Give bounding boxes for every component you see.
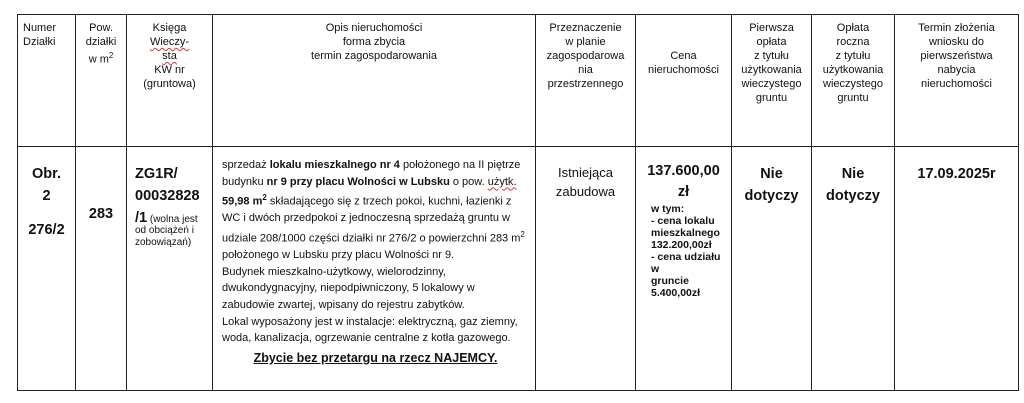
header-text: Przeznaczenie [549, 22, 622, 34]
price-currency: zł [677, 184, 690, 200]
header-text: Termin złożenia [918, 22, 995, 34]
desc-text: położonego w Lubsku przy placu Wolności nr 9. [222, 249, 455, 262]
price-breakdown-line: - cena lokalu [651, 215, 715, 227]
kw-number-part: 00032828 [135, 188, 200, 204]
deadline-date: 17.09.2025r [917, 166, 996, 182]
header-text: gruntu [755, 92, 788, 104]
desc-text: o pow. [449, 175, 488, 188]
cell-cena [636, 147, 732, 391]
price-breakdown-line: mieszkalnego [651, 227, 720, 239]
desc-bold: lokalu mieszkalnego nr 4 [269, 159, 400, 171]
obreb-number: 2 [42, 188, 51, 204]
header-text: Księga [152, 22, 187, 34]
header-text: Pow. [89, 22, 113, 34]
header-text: sta [162, 50, 177, 62]
obreb-label: Obr. [31, 166, 61, 182]
price-breakdown-line: gruncie [651, 275, 689, 287]
purpose-text: zabudowa [555, 184, 616, 199]
cell-powierzchnia [76, 147, 127, 391]
cell-opis [213, 147, 536, 391]
header-text: nabycia [937, 64, 976, 76]
header-text: w planie [565, 36, 606, 48]
cell-ksiega-wieczysta [127, 147, 213, 391]
fee-value: Nie [841, 166, 865, 182]
header-text: z tytułu [835, 50, 871, 62]
header-text: użytkowania [822, 64, 884, 76]
fee-value: dotyczy [826, 188, 880, 204]
cell-oplata-roczna [812, 147, 895, 391]
desc-bold: 59,98 m [222, 195, 263, 208]
header-text: Cena [670, 50, 697, 62]
header-row [18, 15, 1019, 147]
header-text: Pierwsza [749, 22, 794, 34]
header-text: (gruntowa) [143, 78, 196, 90]
parcel-number: 276/2 [28, 222, 65, 238]
header-text: roczna [836, 36, 870, 48]
header-text: KW nr [154, 64, 185, 76]
table-row [18, 147, 1019, 391]
kw-note: (wolna jest [147, 214, 198, 225]
header-text: nieruchomości [648, 64, 719, 76]
kw-note: od obciążeń i [135, 225, 194, 236]
header-text: Opis nieruchomości [325, 22, 423, 34]
kw-number-part: /1 [135, 210, 148, 226]
header-text: zagospodarowa [546, 50, 625, 62]
header-text: działki [85, 36, 117, 48]
desc-bold: nr 9 przy placu Wolności w Lubsku [266, 175, 450, 188]
header-text: wieczystego [823, 78, 883, 90]
header-numer-dzialki [18, 15, 76, 147]
header-przeznaczenie [536, 15, 636, 147]
header-text: opłata [756, 36, 787, 48]
header-text: z tytułu [754, 50, 789, 62]
header-text: wniosku do [928, 36, 985, 48]
desc-text: użytk. [487, 175, 517, 188]
desc-text: sprzedaż [222, 159, 270, 171]
sale-mode: Zbycie bez przetargu na rzecz NAJEMCY. [253, 350, 498, 365]
cell-numer-dzialki [18, 147, 76, 391]
desc-text: położonego na II piętrze budynku [222, 159, 521, 188]
header-text: Wieczy- [149, 36, 190, 48]
desc-text: składającego się z trzech pokoi, kuchni, łazienki z WC i dwóch przedpokoi z jednoczesną sprzedażą gruntu w udziale 208/1000 części działki nr 276/2 o powierzchni 283 m [222, 195, 521, 245]
header-text: Działki [23, 36, 56, 48]
header-text: nia [578, 64, 593, 76]
header-text: Numer [23, 22, 57, 34]
desc-text: Budynek mieszkalno-użytkowy, wielorodzinny, dwukondygnacyjny, niepodpiwniczony, 5 lokalowy w zabudowie zwartej, wpisany do rejestru zabytków. [222, 265, 475, 312]
area-value: 283 [88, 206, 114, 222]
header-text: przestrzennego [547, 78, 624, 90]
desc-sup: 2 [262, 193, 267, 203]
price-total: 137.600,00 [647, 163, 720, 179]
property-table [17, 14, 1019, 391]
kw-number-part: ZG1R/ [135, 166, 178, 182]
cell-pierwsza-oplata [732, 147, 812, 391]
header-text: nieruchomości [921, 78, 992, 90]
header-text: pierwszeństwa [920, 50, 993, 62]
header-opis [213, 15, 536, 147]
header-text: termin zagospodarowania [311, 50, 437, 62]
fee-value: dotyczy [744, 188, 799, 204]
header-ksiega-wieczysta [127, 15, 213, 147]
kw-note: zobowiązań) [135, 237, 192, 248]
cell-termin [895, 147, 1019, 391]
header-text: w m [88, 53, 109, 66]
price-breakdown [637, 203, 730, 299]
header-oplata-roczna [812, 15, 895, 147]
header-text: Opłata [836, 22, 870, 34]
fee-value: Nie [760, 166, 783, 182]
header-termin [895, 15, 1019, 147]
header-pierwsza-oplata [732, 15, 812, 147]
header-text: wieczystego [741, 78, 802, 90]
desc-sup: 2 [520, 230, 525, 240]
header-text: gruntu [837, 92, 869, 104]
desc-text: Lokal wyposażony jest w instalacje: elektryczną, gaz ziemny, woda, kanalizacja, ogrzewanie centralne z kotła gazowego. [222, 315, 518, 345]
price-breakdown-line: 132.200,00zł [651, 239, 712, 251]
header-sup: 2 [108, 51, 114, 60]
price-breakdown-label: w tym: [651, 203, 685, 215]
price-breakdown-line: - cena udziału w [651, 251, 721, 275]
price-breakdown-line: 5.400,00zł [651, 287, 701, 299]
header-powierzchnia [76, 15, 127, 147]
header-text: forma zbycia [342, 36, 406, 48]
header-cena [636, 15, 732, 147]
purpose-text: Istniejąca [558, 165, 613, 180]
header-text: użytkowania [741, 64, 802, 76]
cell-przeznaczenie [536, 147, 636, 391]
